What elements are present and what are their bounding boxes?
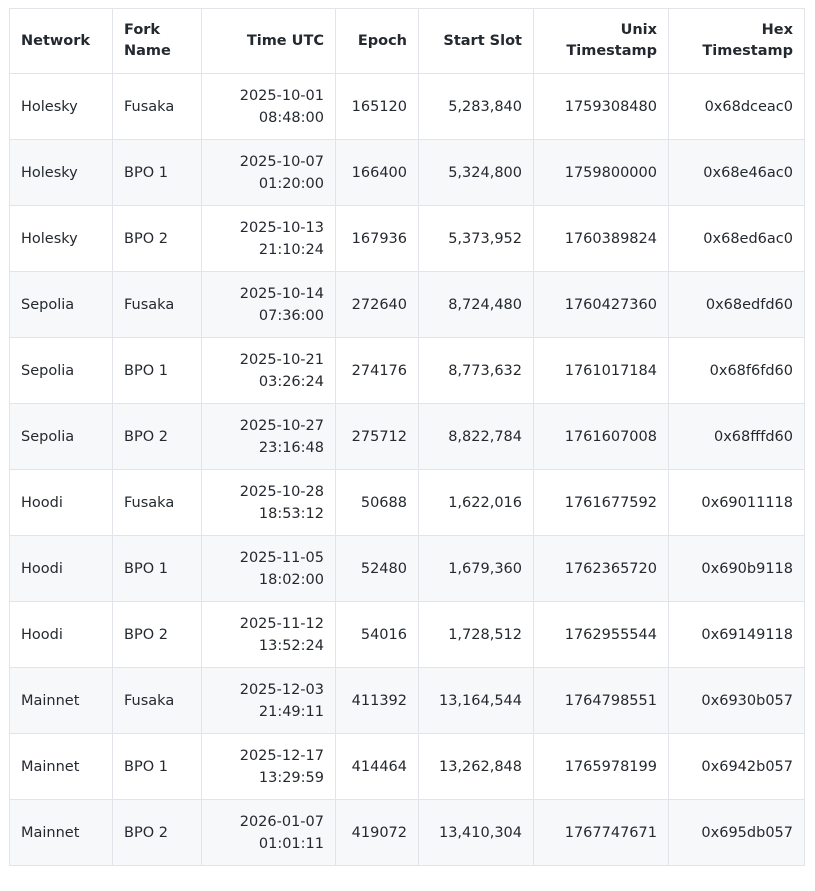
- time-value: 08:48:00: [258, 109, 324, 126]
- epoch-cell: 50688: [336, 470, 419, 536]
- epoch-cell: 167936: [336, 206, 419, 272]
- unix-timestamp-cell: 1760427360: [534, 272, 669, 338]
- fork-name-cell: Fusaka: [113, 74, 202, 140]
- table-row: [10, 74, 805, 140]
- unix-timestamp-cell: 1761017184: [534, 338, 669, 404]
- column-header-hex-timestamp: Hex Timestamp: [669, 9, 805, 74]
- table-body: [10, 74, 805, 866]
- column-header-time-utc: Time UTC: [202, 9, 336, 74]
- table-row: [10, 536, 805, 602]
- date-value: 2025-10-27: [239, 417, 324, 434]
- network-cell: Mainnet: [10, 734, 113, 800]
- table-row: [10, 140, 805, 206]
- time-utc-cell: [202, 206, 336, 272]
- table-row: [10, 668, 805, 734]
- table-row: [10, 404, 805, 470]
- network-cell: Sepolia: [10, 272, 113, 338]
- time-value: 23:16:48: [258, 439, 324, 456]
- start-slot-cell: 1,728,512: [419, 602, 534, 668]
- start-slot-cell: 5,373,952: [419, 206, 534, 272]
- start-slot-cell: 1,622,016: [419, 470, 534, 536]
- network-cell: Holesky: [10, 206, 113, 272]
- date-value: 2025-10-07: [239, 153, 324, 170]
- time-value: 21:10:24: [258, 241, 324, 258]
- epoch-cell: 166400: [336, 140, 419, 206]
- table-row: [10, 602, 805, 668]
- time-value: 01:20:00: [258, 175, 324, 192]
- time-utc-cell: [202, 536, 336, 602]
- network-cell: Mainnet: [10, 668, 113, 734]
- epoch-cell: 272640: [336, 272, 419, 338]
- hex-timestamp-cell: 0x690b9118: [669, 536, 805, 602]
- hex-timestamp-cell: 0x68f6fd60: [669, 338, 805, 404]
- network-cell: Mainnet: [10, 800, 113, 866]
- start-slot-cell: 13,164,544: [419, 668, 534, 734]
- unix-timestamp-cell: 1760389824: [534, 206, 669, 272]
- time-utc-cell: [202, 74, 336, 140]
- time-utc-cell: [202, 470, 336, 536]
- start-slot-cell: 8,822,784: [419, 404, 534, 470]
- time-utc-cell: [202, 404, 336, 470]
- time-value: 18:02:00: [258, 571, 324, 588]
- network-cell: Hoodi: [10, 602, 113, 668]
- unix-timestamp-cell: 1759308480: [534, 74, 669, 140]
- date-value: 2025-12-17: [239, 747, 324, 764]
- hex-timestamp-cell: 0x695db057: [669, 800, 805, 866]
- date-value: 2025-10-13: [239, 219, 324, 236]
- time-value: 01:01:11: [258, 835, 324, 852]
- table-row: [10, 272, 805, 338]
- epoch-cell: 54016: [336, 602, 419, 668]
- table-row: [10, 206, 805, 272]
- time-value: 03:26:24: [258, 373, 324, 390]
- time-value: 13:29:59: [258, 769, 324, 786]
- column-header-unix-timestamp: Unix Timestamp: [534, 9, 669, 74]
- table-row: [10, 800, 805, 866]
- date-value: 2025-10-14: [239, 285, 324, 302]
- date-value: 2025-11-05: [239, 549, 324, 566]
- date-value: 2025-10-21: [239, 351, 324, 368]
- start-slot-cell: 8,773,632: [419, 338, 534, 404]
- fork-name-cell: BPO 2: [113, 404, 202, 470]
- network-cell: Hoodi: [10, 536, 113, 602]
- fork-name-cell: BPO 1: [113, 140, 202, 206]
- time-utc-cell: [202, 668, 336, 734]
- fork-name-cell: BPO 1: [113, 734, 202, 800]
- start-slot-cell: 13,262,848: [419, 734, 534, 800]
- unix-timestamp-cell: 1762955544: [534, 602, 669, 668]
- table-row: [10, 470, 805, 536]
- time-utc-cell: [202, 272, 336, 338]
- unix-timestamp-cell: 1765978199: [534, 734, 669, 800]
- unix-timestamp-cell: 1761607008: [534, 404, 669, 470]
- hex-timestamp-cell: 0x6930b057: [669, 668, 805, 734]
- date-value: 2025-10-28: [239, 483, 324, 500]
- unix-timestamp-cell: 1761677592: [534, 470, 669, 536]
- epoch-cell: 165120: [336, 74, 419, 140]
- epoch-cell: 274176: [336, 338, 419, 404]
- hex-timestamp-cell: 0x69011118: [669, 470, 805, 536]
- start-slot-cell: 1,679,360: [419, 536, 534, 602]
- fork-schedule-table-wrapper: [9, 8, 804, 866]
- unix-timestamp-cell: 1759800000: [534, 140, 669, 206]
- time-value: 07:36:00: [258, 307, 324, 324]
- column-header-start-slot: Start Slot: [419, 9, 534, 74]
- fork-name-cell: BPO 1: [113, 536, 202, 602]
- network-cell: Sepolia: [10, 404, 113, 470]
- fork-name-cell: Fusaka: [113, 668, 202, 734]
- hex-timestamp-cell: 0x69149118: [669, 602, 805, 668]
- column-header-network: Network: [10, 9, 113, 74]
- cut-off-footnote: [120, 870, 680, 880]
- hex-timestamp-cell: 0x68edfd60: [669, 272, 805, 338]
- start-slot-cell: 8,724,480: [419, 272, 534, 338]
- time-utc-cell: [202, 140, 336, 206]
- network-cell: Holesky: [10, 140, 113, 206]
- date-value: 2025-10-01: [239, 87, 324, 104]
- time-utc-cell: [202, 800, 336, 866]
- time-utc-cell: [202, 338, 336, 404]
- time-value: 13:52:24: [258, 637, 324, 654]
- date-value: 2025-12-03: [239, 681, 324, 698]
- column-header-fork-name: Fork Name: [113, 9, 202, 74]
- time-utc-cell: [202, 602, 336, 668]
- time-utc-cell: [202, 734, 336, 800]
- hex-timestamp-cell: 0x68ed6ac0: [669, 206, 805, 272]
- network-cell: Hoodi: [10, 470, 113, 536]
- header-row: [10, 9, 805, 74]
- hex-timestamp-cell: 0x68dceac0: [669, 74, 805, 140]
- unix-timestamp-cell: 1762365720: [534, 536, 669, 602]
- hex-timestamp-cell: 0x68e46ac0: [669, 140, 805, 206]
- fork-name-cell: BPO 2: [113, 206, 202, 272]
- network-cell: Holesky: [10, 74, 113, 140]
- fork-name-cell: Fusaka: [113, 470, 202, 536]
- column-header-epoch: Epoch: [336, 9, 419, 74]
- fork-name-cell: BPO 2: [113, 602, 202, 668]
- table-header: [10, 9, 805, 74]
- start-slot-cell: 5,283,840: [419, 74, 534, 140]
- unix-timestamp-cell: 1764798551: [534, 668, 669, 734]
- start-slot-cell: 5,324,800: [419, 140, 534, 206]
- network-cell: Sepolia: [10, 338, 113, 404]
- table-row: [10, 338, 805, 404]
- epoch-cell: 275712: [336, 404, 419, 470]
- epoch-cell: 52480: [336, 536, 419, 602]
- time-value: 21:49:11: [258, 703, 324, 720]
- date-value: 2025-11-12: [239, 615, 324, 632]
- table-row: [10, 734, 805, 800]
- hex-timestamp-cell: 0x6942b057: [669, 734, 805, 800]
- fork-name-cell: BPO 1: [113, 338, 202, 404]
- epoch-cell: 411392: [336, 668, 419, 734]
- hex-timestamp-cell: 0x68fffd60: [669, 404, 805, 470]
- start-slot-cell: 13,410,304: [419, 800, 534, 866]
- date-value: 2026-01-07: [239, 813, 324, 830]
- time-value: 18:53:12: [258, 505, 324, 522]
- unix-timestamp-cell: 1767747671: [534, 800, 669, 866]
- epoch-cell: 414464: [336, 734, 419, 800]
- epoch-cell: 419072: [336, 800, 419, 866]
- fork-schedule-table: [9, 8, 805, 866]
- fork-name-cell: BPO 2: [113, 800, 202, 866]
- fork-name-cell: Fusaka: [113, 272, 202, 338]
